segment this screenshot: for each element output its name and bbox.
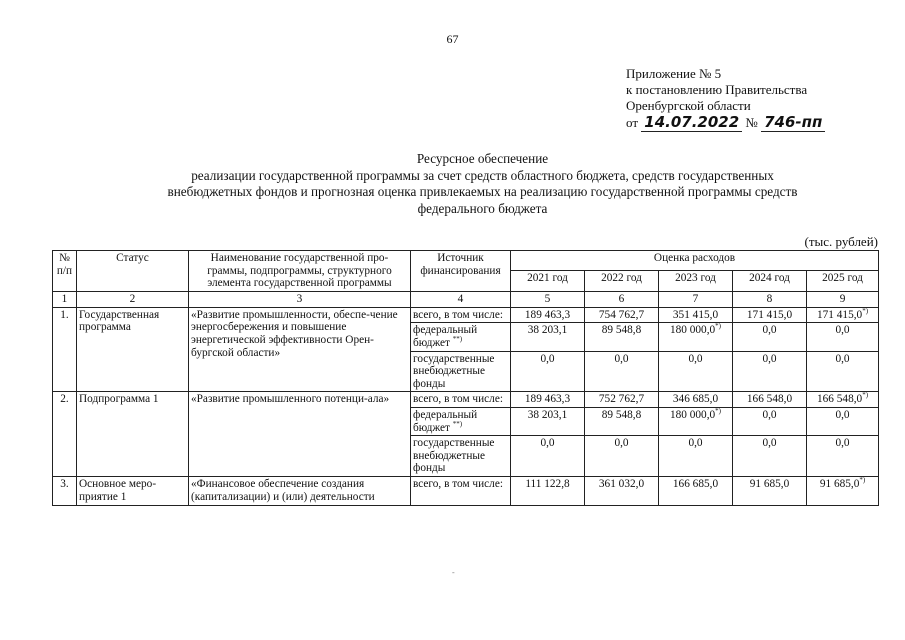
value-cell: [659, 476, 733, 505]
appendix-line-2: к постановлению Правительства: [626, 82, 808, 97]
header-year: 2022 год: [585, 271, 659, 291]
source-cell: [411, 323, 511, 351]
value-cell: [733, 323, 807, 351]
column-number-row: [53, 291, 879, 307]
source-label: федеральный бюджет: [413, 324, 478, 349]
appendix-date-line: [626, 114, 825, 131]
header-year: 2021 год: [511, 271, 585, 291]
value-cell: [807, 436, 879, 477]
footnote-marker: *): [862, 307, 869, 316]
value-cell: [733, 307, 807, 323]
value-cell: [807, 307, 879, 323]
value-cell: [807, 407, 879, 435]
row-name: «Развитие промышленного потенци-ала»: [189, 392, 411, 477]
title-line-4: федерального бюджета: [417, 200, 548, 216]
column-number: 7: [659, 291, 733, 307]
value-cell: [733, 436, 807, 477]
source-cell: [411, 407, 511, 435]
value-cell: [733, 351, 807, 392]
value-text: 754 762,7: [598, 308, 645, 321]
column-number: 2: [77, 291, 189, 307]
value-cell: [733, 407, 807, 435]
value-text: 0,0: [688, 437, 703, 450]
value-cell: [659, 323, 733, 351]
value-text: 0,0: [614, 437, 629, 450]
row-status: Основное меро-приятие 1: [77, 476, 189, 505]
value-text: 0,0: [762, 352, 777, 365]
value-text: 91 685,0: [749, 477, 790, 490]
row-status: Государственная программа: [77, 307, 189, 392]
value-text: 0,0: [835, 408, 850, 421]
footnote-marker: **): [452, 335, 463, 344]
source-label: государственные внебюджетные фонды: [413, 437, 495, 475]
value-cell: [807, 392, 879, 408]
value-text: 89 548,8: [601, 324, 642, 337]
value-cell: [807, 323, 879, 351]
stray-mark: -: [452, 568, 455, 577]
table-row: [53, 307, 879, 323]
header-num: № п/п: [53, 251, 77, 292]
title-line-1: Ресурсное обеспечение: [416, 151, 549, 166]
title-line-2: реализации государственной программы за счет средств областного бюджета, средств государственных: [191, 167, 774, 183]
footnote-marker: *): [859, 476, 866, 485]
footnote-marker: *): [715, 322, 722, 331]
value-text: 111 122,8: [525, 477, 570, 490]
page-number: 67: [446, 32, 459, 46]
row-number: 1.: [53, 307, 77, 392]
footnote-marker: **): [452, 419, 463, 428]
header-year: 2024 год: [733, 271, 807, 291]
appendix-block: [626, 66, 825, 131]
source-label: всего, в том числе:: [413, 393, 503, 406]
row-name: «Финансовое обеспечение создания (капитализации) и (или) деятельности: [189, 476, 411, 505]
value-text: 0,0: [835, 437, 850, 450]
value-cell: [585, 392, 659, 408]
value-cell: [511, 476, 585, 505]
column-number: 4: [411, 291, 511, 307]
value-cell: [585, 323, 659, 351]
value-text: 0,0: [540, 352, 555, 365]
handwritten-date: 14.07.2022: [641, 113, 742, 132]
source-cell: [411, 351, 511, 392]
footnote-marker: *): [862, 391, 869, 400]
value-text: 351 415,0: [672, 308, 719, 321]
value-cell: [659, 407, 733, 435]
resource-table: [52, 250, 879, 506]
handwritten-number: 746-пп: [761, 113, 825, 132]
value-text: 0,0: [762, 437, 777, 450]
row-name: «Развитие промышленности, обеспе-чение энергосбережения и повышение энергетической эффективности Орен-бургской области»: [189, 307, 411, 392]
value-cell: [659, 307, 733, 323]
value-cell: [585, 351, 659, 392]
source-label: федеральный бюджет: [413, 408, 478, 434]
header-year: 2025 год: [807, 271, 879, 291]
header-estimate: Оценка расходов: [511, 251, 879, 271]
unit-label: (тыс. рублей): [804, 234, 878, 249]
row-status: Подпрограмма 1: [77, 392, 189, 477]
value-cell: [511, 392, 585, 408]
value-cell: [511, 351, 585, 392]
value-cell: [659, 436, 733, 477]
header-status: Статус: [77, 251, 189, 292]
column-number: 3: [189, 291, 411, 307]
value-text: 0,0: [835, 324, 850, 337]
value-text: 38 203,1: [527, 408, 568, 421]
source-cell: [411, 307, 511, 323]
source-label: государственные внебюджетные фонды: [413, 352, 495, 390]
value-cell: [807, 351, 879, 392]
source-label: всего, в том числе:: [413, 308, 503, 321]
value-cell: [585, 436, 659, 477]
value-cell: [585, 407, 659, 435]
document-title: [60, 151, 905, 217]
value-text: 171 415,0: [746, 308, 793, 321]
from-label: от: [626, 115, 639, 130]
value-text: 171 415,0: [817, 308, 863, 321]
source-cell: [411, 436, 511, 477]
column-number: 9: [807, 291, 879, 307]
value-text: 346 685,0: [672, 393, 719, 406]
column-number: 1: [53, 291, 77, 307]
value-cell: [585, 307, 659, 323]
appendix-line-3: Оренбургской области: [626, 98, 751, 113]
value-text: 89 548,8: [601, 408, 642, 421]
value-text: 189 463,3: [524, 393, 571, 406]
row-number: 2.: [53, 392, 77, 477]
header-source: Источник финансирования: [411, 251, 511, 292]
header-name: Наименование государственной про-граммы, подпрограммы, структурного элемента государственной программы: [189, 251, 411, 292]
number-label: №: [745, 115, 758, 130]
title-line-3: внебюджетных фондов и прогнозная оценка привлекаемых на реализацию государственной программы средств: [167, 184, 798, 199]
value-text: 0,0: [835, 352, 850, 365]
value-text: 166 548,0: [746, 393, 793, 406]
column-number: 8: [733, 291, 807, 307]
value-cell: [733, 476, 807, 505]
row-number: 3.: [53, 476, 77, 505]
header-row-1: [53, 251, 879, 271]
value-text: 0,0: [688, 352, 703, 365]
value-text: 180 000,0: [669, 408, 716, 421]
table-row: [53, 476, 879, 505]
value-text: 189 463,3: [524, 308, 571, 321]
value-text: 180 000,0: [669, 324, 716, 337]
value-text: 166 685,0: [672, 477, 719, 490]
value-text: 0,0: [540, 437, 555, 450]
header-year: 2023 год: [659, 271, 733, 291]
value-cell: [511, 407, 585, 435]
value-text: 0,0: [762, 324, 777, 337]
value-text: 38 203,1: [527, 324, 568, 337]
value-cell: [659, 392, 733, 408]
value-text: 361 032,0: [598, 477, 645, 490]
value-text: 0,0: [762, 408, 777, 421]
value-cell: [659, 351, 733, 392]
column-number: 6: [585, 291, 659, 307]
value-cell: [511, 323, 585, 351]
table-body: [53, 307, 879, 505]
value-cell: [585, 476, 659, 505]
value-text: 166 548,0: [817, 393, 863, 406]
footnote-marker: *): [715, 407, 722, 416]
column-number: 5: [511, 291, 585, 307]
value-text: 0,0: [614, 352, 629, 365]
appendix-line-1: Приложение № 5: [626, 66, 722, 81]
table-row: [53, 392, 879, 408]
value-cell: [511, 307, 585, 323]
value-cell: [733, 392, 807, 408]
value-cell: [511, 436, 585, 477]
value-text: 752 762,7: [598, 393, 645, 406]
source-cell: [411, 392, 511, 408]
value-text: 91 685,0: [819, 477, 860, 490]
source-label: всего, в том числе:: [413, 477, 503, 490]
value-cell: [807, 476, 879, 505]
source-cell: [411, 476, 511, 505]
